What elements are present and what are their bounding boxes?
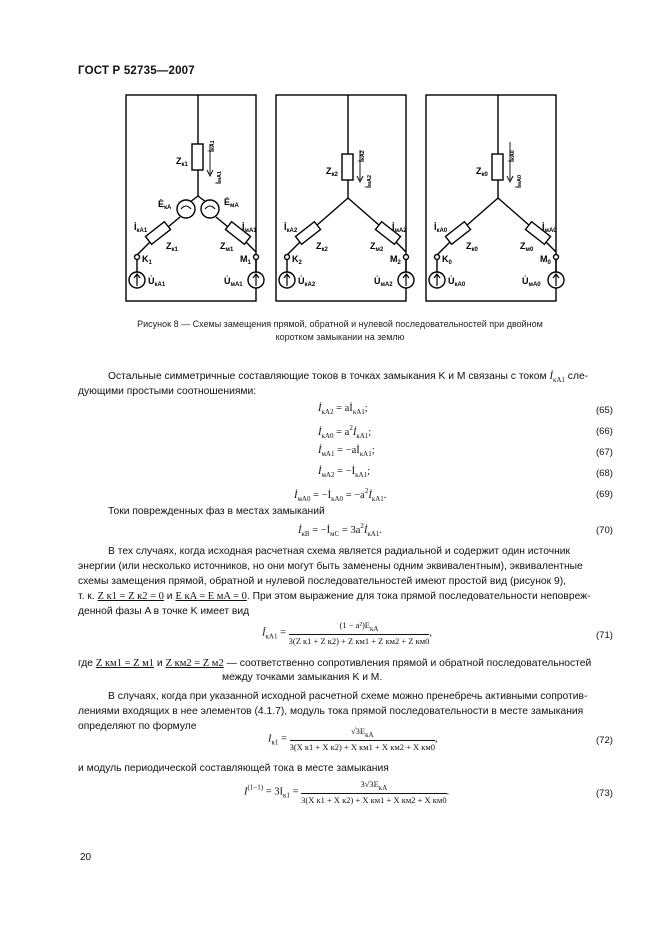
s3-z-top-label: $Z_{к0}$ bbox=[476, 166, 488, 178]
equation-67-number: (67) bbox=[596, 447, 613, 458]
s1-u-right-label: $U̇_{мA1}$ bbox=[224, 276, 243, 288]
standard-header: ГОСТ Р 52735—2007 bbox=[78, 65, 195, 77]
figure-8-schemes bbox=[118, 92, 578, 306]
paragraph-radial-scheme-1: В тех случаях, когда исходная расчетная схема является радиальной и содержит один источник bbox=[108, 546, 571, 557]
scheme-zero-sequence bbox=[426, 95, 564, 301]
equation-70-number: (70) bbox=[596, 525, 613, 536]
equation-68-number: (68) bbox=[596, 468, 613, 479]
s1-i-right-label: $İ_{мA1}$ bbox=[242, 222, 257, 234]
scheme-positive-sequence bbox=[126, 95, 264, 301]
caption-line-2: коротком замыкании на землю bbox=[275, 332, 405, 342]
equation-67: $İ_{мA1}$ = $-aİ_{кA1}$; bbox=[318, 445, 375, 458]
equation-71-number: (71) bbox=[596, 630, 613, 641]
s3-i-right-label: $İ_{мA0}$ bbox=[542, 222, 557, 234]
equation-68: $İ_{мA2}$ = $-İ_{кA1}$; bbox=[318, 466, 370, 479]
equation-72-number: (72) bbox=[596, 735, 613, 746]
s2-i-right-label: $İ_{мA2}$ bbox=[392, 222, 407, 234]
equation-73-number: (73) bbox=[596, 788, 613, 799]
paragraph-where-cont: между точками замыкания K и M. bbox=[222, 672, 383, 683]
paragraph-neglect-active-3: определяют по формуле bbox=[78, 721, 197, 732]
scheme1-source-right bbox=[201, 200, 219, 218]
caption-line-1: Рисунок 8 — Схемы замещения прямой, обратной и нулевой последовательностей при двойном bbox=[137, 319, 543, 329]
s2-node-k: $K_2$ bbox=[292, 254, 302, 266]
s3-i-left-label: $İ_{кA0}$ bbox=[434, 222, 448, 234]
scheme-negative-sequence bbox=[276, 95, 414, 301]
s2-i-top2-label: İмA2 bbox=[366, 174, 373, 188]
s2-node-m: $M_2$ bbox=[390, 254, 401, 266]
equation-72: $I_{к1}$ = $\frac{√3E_{кA}}{\text{3(X к1 + X к2) + X км1 + X км2 + X км0}}$ , bbox=[268, 726, 438, 752]
s3-u-right-label: $U̇_{мA0}$ bbox=[522, 276, 541, 288]
paragraph-neglect-active-1: В случаях, когда при указанной исходной расчетной схеме можно пренебречь активными сопротив- bbox=[108, 691, 588, 702]
s2-u-right-label: $U̇_{мA2}$ bbox=[374, 276, 393, 288]
s1-z-top-label: $Z_{к1}$ bbox=[176, 156, 188, 168]
s3-i-top2-label: İмA0 bbox=[516, 174, 523, 188]
equation-73: $I^{(1-1)} = 3I_{к1}$ = $\frac{3√3E_{кA}}{\text{3(X к1 + X к2) + X км1 + X км2 + X км0}}$ . bbox=[244, 779, 450, 805]
scheme2-z-top-resistor bbox=[342, 154, 353, 180]
s1-e-right-label: $Ė_{мA}$ bbox=[224, 197, 239, 209]
scheme3-frame bbox=[426, 95, 556, 301]
s3-z-left-label: $Z_{к0}$ bbox=[466, 241, 478, 253]
paragraph-relations-intro: Остальные симметричные составляющие токов в точках замыкания K и M связаны с током $İ_{кA1}$ сле- bbox=[108, 371, 589, 384]
paragraph-radial-scheme-3: схемы замещения прямой, обратной и нулевой последовательностей имеют простой вид (рисунок 9), bbox=[78, 576, 566, 587]
s1-z-left-label: $Z_{к1}$ bbox=[166, 241, 178, 253]
s1-node-k: $K_1$ bbox=[142, 254, 152, 266]
s2-z-right-label: $Z_{м2}$ bbox=[370, 241, 384, 253]
s1-i-left-label: $İ_{кA1}$ bbox=[134, 222, 148, 234]
s2-i-top-label: İкA2 bbox=[359, 150, 366, 162]
s1-z-right-label: $Z_{м1}$ bbox=[220, 241, 234, 253]
s3-z-right-label: $Z_{м0}$ bbox=[520, 241, 534, 253]
scheme1-z-top-resistor bbox=[192, 144, 203, 170]
paragraph-neglect-active-2: лениями входящих в нее элементов (4.1.7), модуль тока прямой последовательности в месте замыкания bbox=[78, 706, 584, 717]
paragraph-periodic-component: и модуль периодической составляющей тока в месте замыкания bbox=[78, 763, 389, 774]
scheme3-z-top-resistor bbox=[492, 154, 503, 180]
scheme1-frame bbox=[126, 95, 256, 301]
paragraph-radial-scheme-2: энергии (или несколько источников, но они могут быть заменены одним эквивалентным), эквивалентные bbox=[78, 561, 583, 572]
s1-e-left-label: $Ė_{кA}$ bbox=[158, 199, 172, 211]
paragraph-radial-scheme-5: денной фазы A в точке K имеет вид bbox=[78, 606, 250, 617]
equation-65: $İ_{кA2}$ = $aİ_{кA1}$; bbox=[318, 403, 368, 416]
s2-z-left-label: $Z_{к2}$ bbox=[316, 241, 328, 253]
page-number: 20 bbox=[80, 852, 92, 863]
s3-node-m: $M_0$ bbox=[540, 254, 551, 266]
paragraph-radial-scheme-4: т. к. Z к1 = Z к2 = 0 и E кA = E мA = 0. При этом выражение для тока прямой последовательности неповреж- bbox=[78, 591, 591, 602]
equation-69: $İ_{мA0}$ = $-İ_{кA0}$ = $-a^2İ_{кA1}$. bbox=[294, 487, 387, 503]
s3-i-top-label: İкA0 bbox=[509, 150, 516, 162]
figure-caption bbox=[80, 318, 600, 344]
equation-66-number: (66) bbox=[596, 426, 613, 437]
s3-node-k: $K_0$ bbox=[442, 254, 452, 266]
scheme1-source-left bbox=[177, 200, 195, 218]
equation-65-number: (65) bbox=[596, 405, 613, 416]
equation-69-number: (69) bbox=[596, 489, 613, 500]
s1-node-m: $M_1$ bbox=[240, 254, 251, 266]
s1-i-top-label: İкA1 bbox=[209, 140, 216, 152]
paragraph-where: где Z км1 = Z м1 и Z км2 = Z м2 — соответственно сопротивления прямой и обратной последовательностей bbox=[78, 658, 592, 669]
paragraph-relations-intro-cont: дующими простыми соотношениями: bbox=[78, 386, 257, 397]
s1-i-top2-label: İмA1 bbox=[216, 170, 223, 184]
s1-u-left-label: $U̇_{кA1}$ bbox=[148, 276, 166, 288]
equation-70: $İ_{кB}$ = $-İ_{мC}$ = $3a^2İ_{кA1}$. bbox=[298, 522, 382, 538]
s2-z-top-label: $Z_{к2}$ bbox=[326, 166, 338, 178]
equation-71: $İ_{кA1}$ = $\frac{(1 - a^2)E_{кA}}{\text{3(Z к1 + Z к2) + Z км1 + Z км2 + Z км0}}$ , bbox=[262, 620, 432, 646]
paragraph-damaged-phases: Токи поврежденных фаз в местах замыканий bbox=[108, 506, 325, 517]
scheme2-frame bbox=[276, 95, 406, 301]
s2-i-left-label: $İ_{кA2}$ bbox=[284, 222, 298, 234]
s2-u-left-label: $U̇_{кA2}$ bbox=[298, 276, 316, 288]
s3-u-left-label: $U̇_{кA0}$ bbox=[448, 276, 466, 288]
equation-66: $İ_{кA0}$ = $a^2İ_{кA1}$; bbox=[318, 424, 372, 440]
